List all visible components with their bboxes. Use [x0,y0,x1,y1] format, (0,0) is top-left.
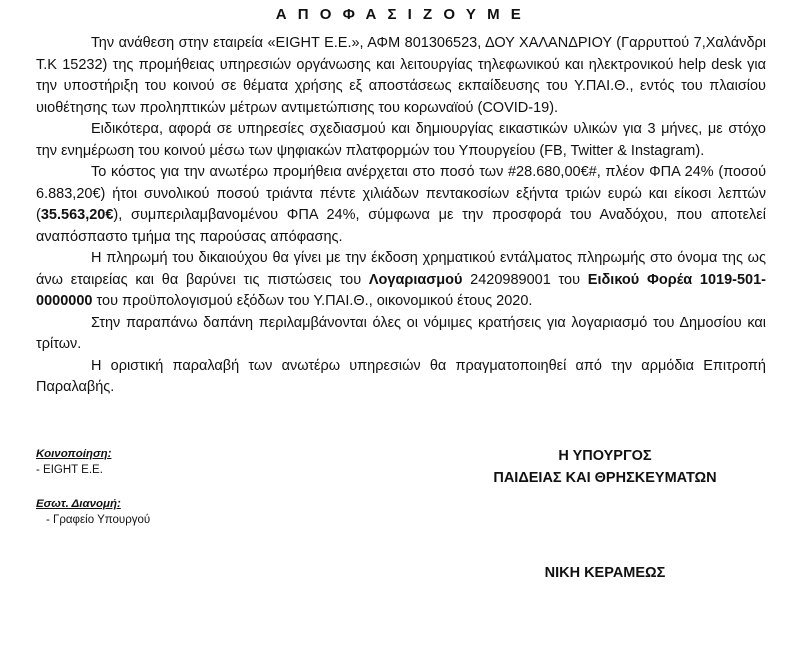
signatory-name: ΝΙΚΗ ΚΕΡΑΜΕΩΣ [544,565,666,581]
payment-text-1: Η πληρωμή του δικαιούχου θα γίνει με την έκδοση χρηματικού εντάλματος πληρωμής στο όνομα της ως άνω εταιρείας και θα βαρύνει τις πιστώσεις του [36,250,766,288]
internal-distribution-block [36,496,150,528]
paragraph-assignment: Την ανάθεση στην εταιρεία «EIGHT Ε.Ε.», ΑΦΜ 801306523, ΔΟΥ ΧΑΛΑΝΔΡΙΟΥ (Γαρρυττού 7,Χαλάνδρι Τ.Κ 15232) της προμήθειας υπηρεσιών οργάνωσης και λειτουργίας τηλεφωνικού και ηλεκτρονικού help desk για την υποστήριξη του κοινού σε θέματα χρήσης εξ αποστάσεως εκπαίδευσης του Υ.ΠΑΙ.Θ., εντός του πλαισίου υιοθέτησης των προληπτικών μέτρων αντιμετώπισης του κορωναϊού (COVID-19). [36,35,766,116]
cost-total-amount: 35.563,20€ [40,207,114,223]
notification-title: Κοινοποίηση: [36,448,112,460]
cost-text-1: Το κόστος για την ανωτέρω προμήθεια ανέρχεται στο ποσό των #28.680,00€#, πλέον ΦΠΑ 24% (ποσού 6.883,20€) ήτοι συνολικού ποσού τριάντα πέντε χιλιάδων πεντακοσίων εξήντα τριών ευρώ και είκοσι λεπτών ( [36,164,766,223]
internal-distribution-title: Εσωτ. Διανομή: [36,498,121,510]
payment-special-body: Ειδικού Φορέα 1019-501-0000000 [36,271,767,309]
internal-distribution-item: - Γραφείο Υπουργού [46,514,151,526]
paragraph-cost [36,162,766,248]
decision-body [36,33,766,399]
paragraph-payment [36,248,766,313]
payment-account-label: Λογαριασμού [368,271,463,288]
signature-title-line2: ΠΑΙΔΕΙΑΣ ΚΑΙ ΘΡΗΣΚΕΥΜΑΤΩΝ [493,470,717,486]
signature-title-line1: Η ΥΠΟΥΡΓΟΣ [558,448,652,464]
decision-heading: Α Π Ο Φ Α Σ Ι Ζ Ο Υ Μ Ε [275,6,525,23]
signature-block [460,445,750,489]
paragraph-acceptance: Η οριστική παραλαβή των ανωτέρω υπηρεσιών θα πραγματοποιηθεί από την αρμόδια Επιτροπή Παραλαβής. [36,357,766,395]
cost-text-2: ), συμπεριλαμβανομένου ΦΠΑ 24%, σύμφωνα με την προσφορά του Αναδόχου, που αποτελεί αναπόσπαστο τμήμα της παρούσας απόφασης. [36,207,766,245]
paragraph-deductions: Στην παραπάνω δαπάνη περιλαμβάνονται όλες οι νόμιμες κρατήσεις για λογαριασμό του Δημοσίου και τρίτων. [36,314,766,352]
notification-item: - EIGHT E.E. [36,464,103,476]
paragraph-details: Ειδικότερα, αφορά σε υπηρεσίες σχεδιασμού και δημιουργίας εικαστικών υλικών για 3 μήνες, με στόχο την ενημέρωση του κοινού μέσω των ψηφιακών πλατφορμών του Υπουργείου (FB, Twitter & Instagram). [36,121,766,159]
payment-text-2: 2420989001 του [462,271,588,288]
notification-block [36,446,111,478]
payment-text-3: του προϋπολογισμού εξόδων του Υ.ΠΑΙ.Θ., οικονομικού έτους 2020. [92,293,533,309]
